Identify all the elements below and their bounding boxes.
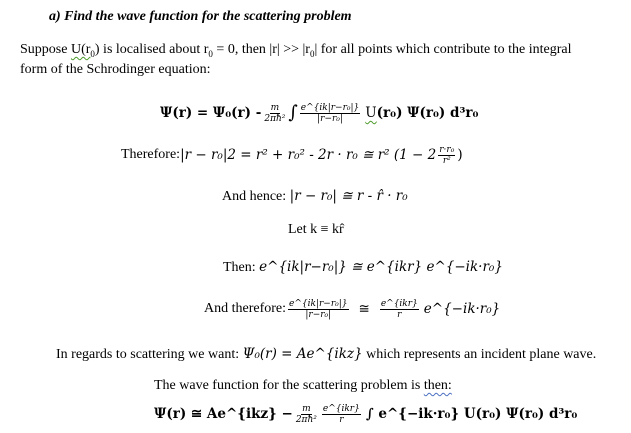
eq6-label: And therefore: <box>204 301 287 316</box>
eq5-label: Then: <box>223 260 260 275</box>
eq7-kernel-fraction <box>322 404 361 425</box>
equation-therefore <box>121 140 463 170</box>
intro-line-1 <box>20 42 572 58</box>
eq2-label: Therefore: <box>121 147 181 162</box>
eq3-label: And hence: <box>222 189 290 204</box>
section-heading: a) Find the wave function for the scattering problem <box>49 9 352 24</box>
eq1-kernel-numerator: e^{ik|r−r₀|} <box>300 102 360 113</box>
eq2-fraction-denominator: r² <box>442 155 451 166</box>
intro-line-2: form of the Schrodinger equation: <box>20 62 211 77</box>
intro-text: = 0, then |r| >> |r <box>212 42 310 57</box>
equation-and-hence <box>222 188 408 205</box>
equation-then <box>223 259 503 276</box>
eq1-prefactor-denominator: 2πħ² <box>264 113 286 124</box>
u-symbol-text: U(r <box>70 42 91 57</box>
eq7-tail: ∫ e^{−ik·r₀} U(r₀) Ψ(r₀) d³r₀ <box>365 406 578 422</box>
eq7-lhs: Ψ(r) ≅ Ae^{ikz} − <box>154 406 293 422</box>
para2-text: In regards to scattering we want: <box>56 347 243 362</box>
eq6-right-fraction <box>380 299 419 320</box>
eq7-prefactor-numerator: m <box>302 403 311 414</box>
eq6-left-numerator: e^{ik|r−r₀|} <box>289 298 348 309</box>
para3-then: then: <box>423 378 452 393</box>
intro-text: Suppose <box>20 42 71 57</box>
incident-wave-line <box>56 346 596 363</box>
eq7-kernel-denominator: r <box>339 414 344 425</box>
equation-final-wavefunction <box>154 398 577 430</box>
eq5-expression: e^{ik|r−r₀|} ≅ e^{ikr} e^{−ik·r₀} <box>259 259 503 275</box>
eq7-prefactor-denominator: 2πħ² <box>295 414 317 425</box>
eq1-potential-symbol: U <box>365 105 377 121</box>
para3-text: The wave function for the scattering problem is <box>154 378 424 393</box>
eq6-tail: e^{−ik·r₀} <box>423 301 501 317</box>
eq2-fraction-numerator: r·r₀ <box>439 144 455 155</box>
eq1-kernel-denominator: |r−r₀| <box>317 113 343 124</box>
para2-text: which represents an incident plane wave. <box>362 347 597 362</box>
intro-text: ) is localised about r <box>94 42 209 57</box>
incident-wave-expression: Ψ₀(r) = Ae^{ikz} <box>242 346 363 362</box>
equation-let-k: Let k ≡ kr̂ <box>288 222 344 237</box>
eq6-left-fraction <box>288 299 348 320</box>
r0-subscript: 0 <box>208 48 213 59</box>
r0-subscript: 0 <box>309 48 315 59</box>
eq1-lhs: Ψ(r) = Ψ₀(r) - <box>160 105 262 121</box>
eq1-prefactor-fraction <box>263 103 286 124</box>
scattering-wavefunction-line <box>154 378 452 394</box>
eq6-left-denominator: |r−r₀| <box>305 309 332 320</box>
eq1-tail: (r₀) Ψ(r₀) d³r₀ <box>376 105 479 121</box>
eq6-right-denominator: r <box>397 309 402 320</box>
eq6-right-numerator: e^{ikr} <box>380 298 418 309</box>
eq6-approx: ≅ <box>358 301 370 317</box>
eq7-prefactor-fraction <box>295 404 318 425</box>
u-subscript: 0 <box>90 48 95 59</box>
intro-text: | for all points which contribute to the integral <box>314 42 572 57</box>
eq2-expression: |r − r₀|2 = r² + r₀² - 2r · r₀ ≅ r² (1 − 2 <box>180 147 437 163</box>
integral-sign: ∫ <box>288 102 298 123</box>
equation-integral-form <box>160 98 478 128</box>
equation-and-therefore <box>204 292 500 326</box>
eq7-kernel-numerator: e^{ikr} <box>322 403 360 414</box>
eq3-expression: |r − r₀| ≅ r - r̂ · r₀ <box>289 188 408 204</box>
eq2-close-paren: ) <box>457 147 463 163</box>
eq2-fraction <box>438 145 455 166</box>
eq1-prefactor-numerator: m <box>270 102 280 113</box>
eq1-kernel-fraction <box>300 103 360 124</box>
u-symbol <box>71 42 95 57</box>
